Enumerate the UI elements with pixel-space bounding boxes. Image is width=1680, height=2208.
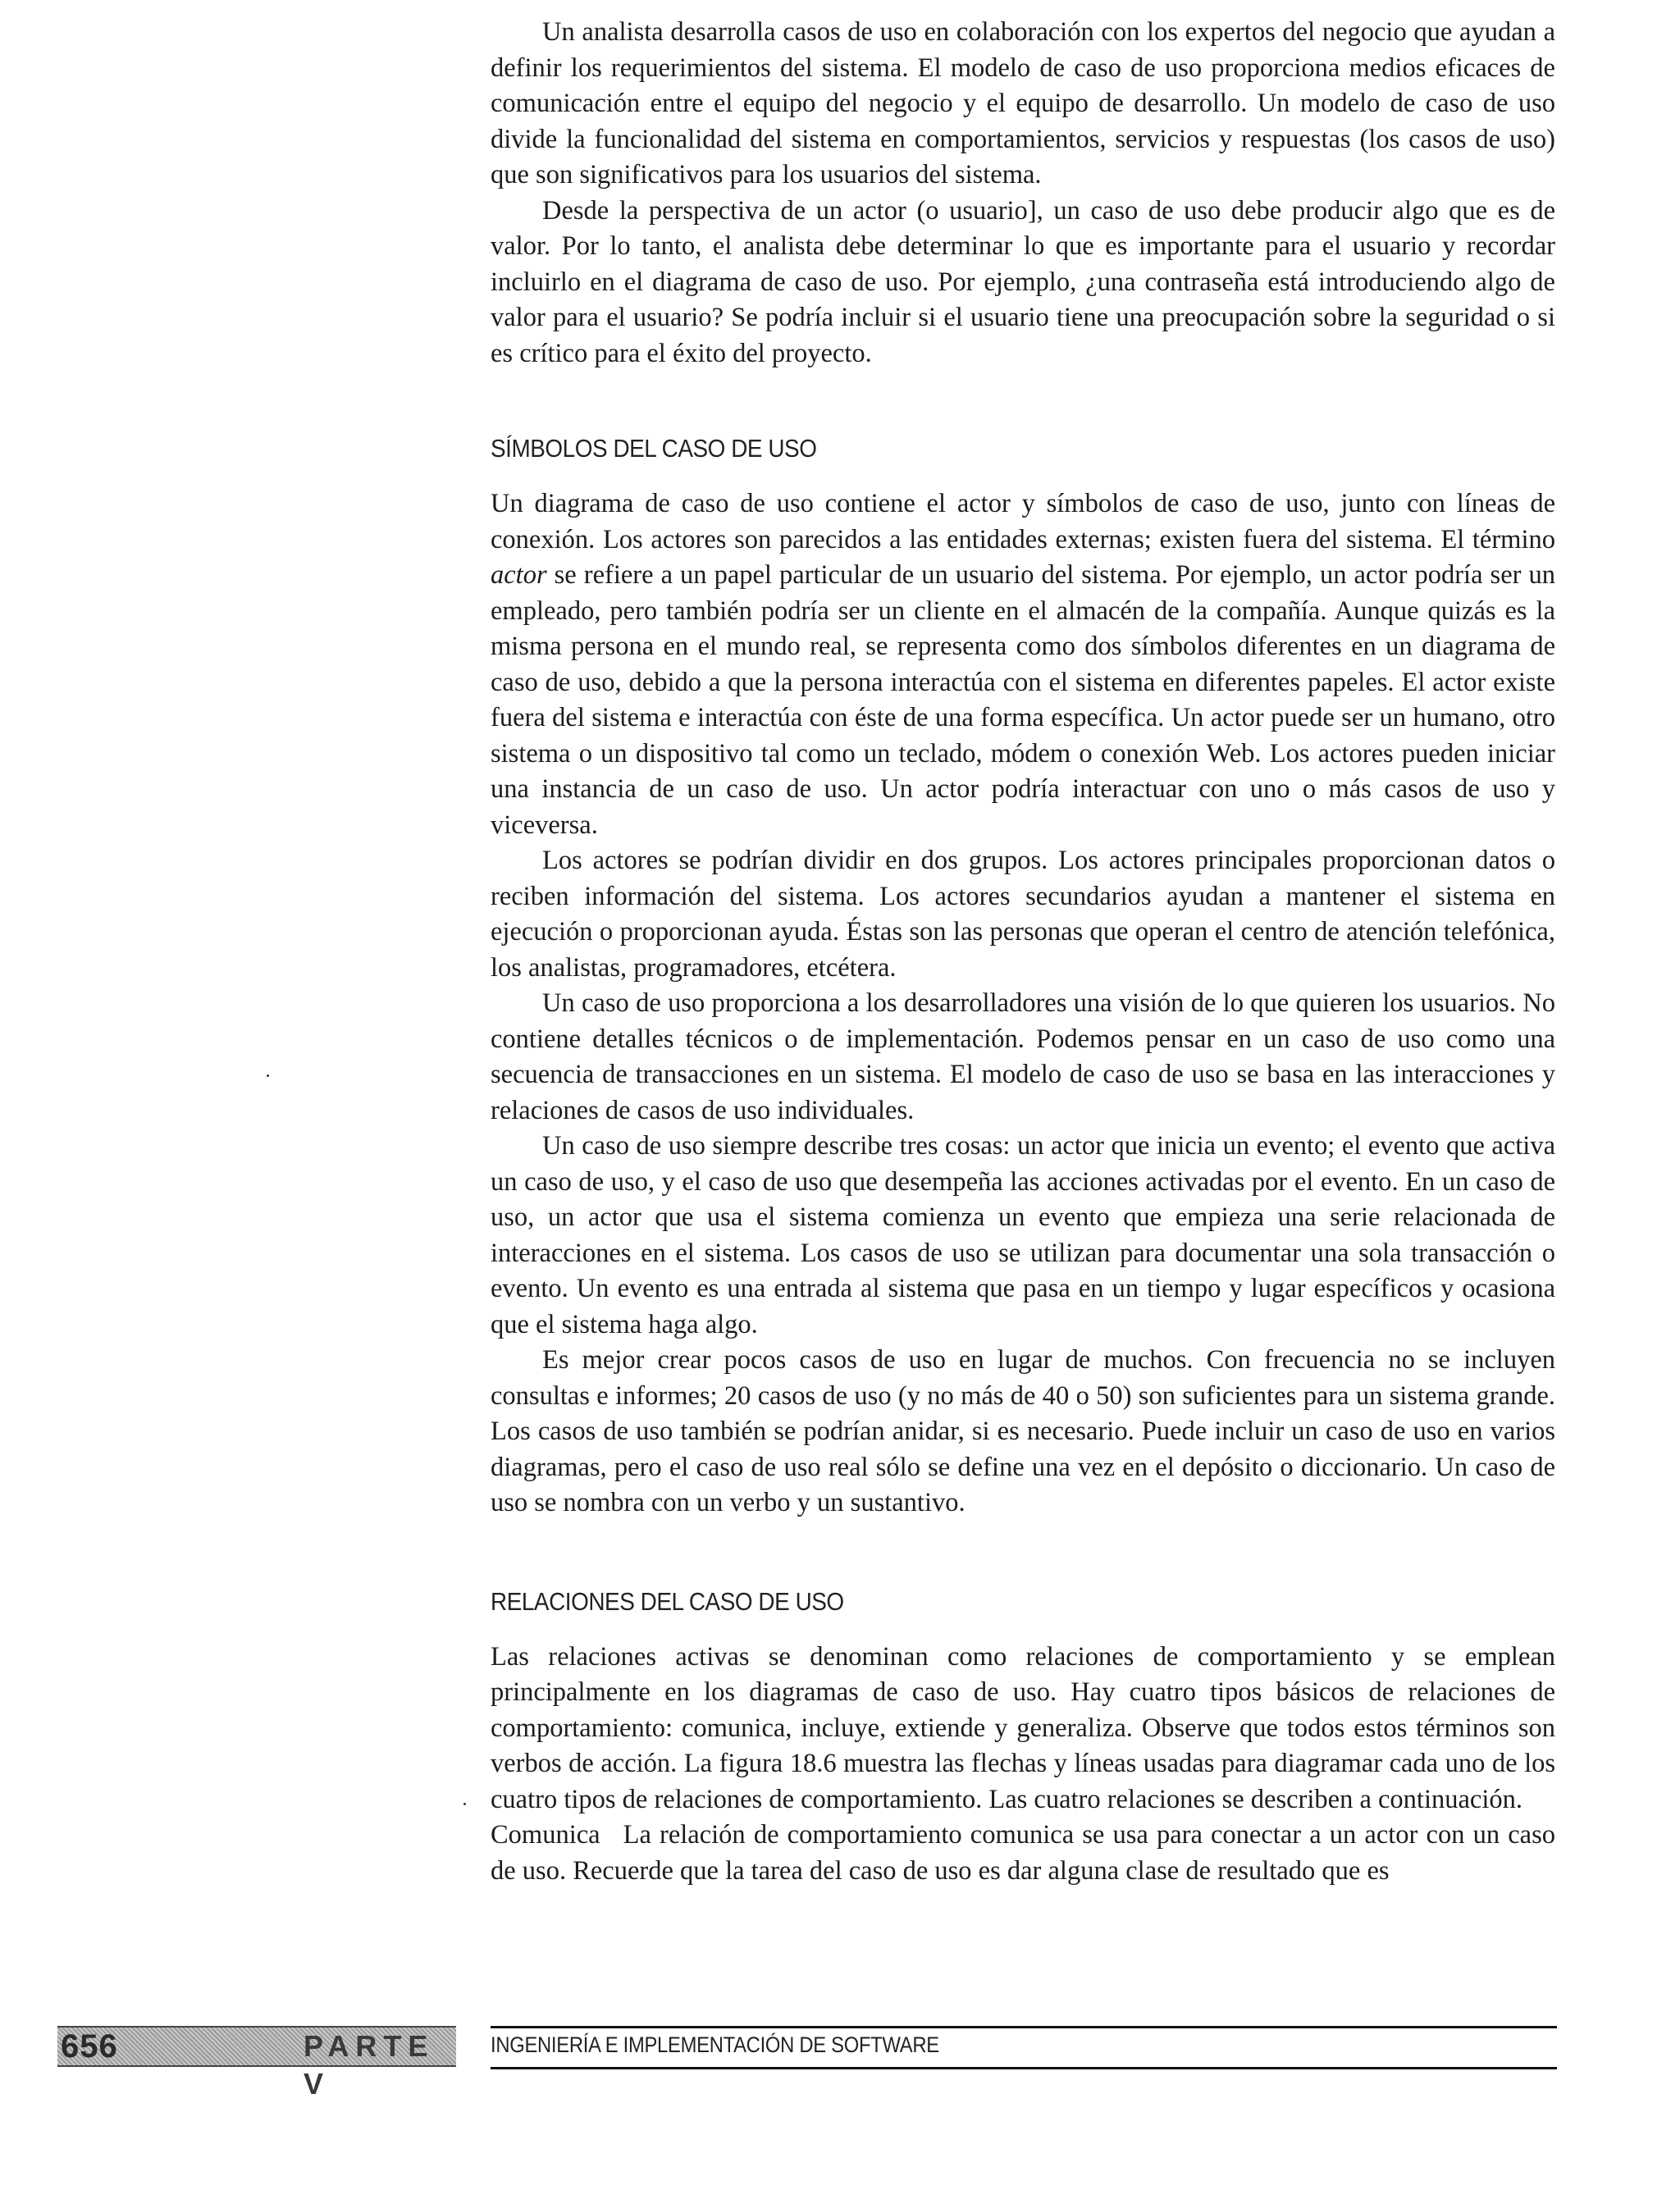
simbolos-paragraph-1 [491,486,1555,843]
page-number: 656 [61,2028,118,2064]
intro-paragraph-2: Desde la perspectiva de un actor (o usuario], un caso de uso debe producir algo que es de valor. Por lo tanto, el analista debe determinar lo que es importante para el usuario y recordar incluirlo en el diagrama de caso de uso. Por ejemplo, ¿una contraseña está introduciendo algo de valor para el usuario? Se podría incluir si el usuario tiene una preocupación sobre la seguridad o si es crítico para el éxito del proyecto. [491,195,1555,368]
intro-paragraph-1: Un analista desarrolla casos de uso en colaboración con los expertos del negocio que ayudan a definir los requerimientos del sistema. El modelo de caso de uso proporciona medios eficaces de comunicación entre el equipo del negocio y el equipo de desarrollo. Un modelo de caso de uso divide la funcionalidad del sistema en comportamientos, servicios y respuestas (los casos de uso) que son significativos para los usuarios del sistema. [491,17,1555,189]
comunica-paragraph [491,1818,1555,1889]
folio-bar [57,2026,456,2101]
simbolos-p1-before: Un diagrama de caso de uso contiene el actor y símbolos de caso de uso, junto con líneas de conexión. Los actores son parecidos a las entidades externas; existen fuera del sistema. El término [491,489,1555,554]
comunica-text: La relación de comportamiento comunica se usa para conectar a un actor con un caso de uso. Recuerde que la tarea del caso de uso es dar alguna clase de resultado que es [491,1820,1555,1886]
stray-mark [463,1803,466,1805]
simbolos-paragraph-4: Un caso de uso siempre describe tres cosas: un actor que inicia un evento; el evento que activa un caso de uso, y el caso de uso que desempeña las acciones activadas por el evento. En un caso de uso, un actor que usa el sistema comienza un evento que empieza una serie relacionada de interacciones en el sistema. Los casos de uso se utilizan para documentar una sola transacción o evento. Un evento es una entrada al sistema que pasa en un tiempo y lugar específicos y ocasiona que el sistema haga algo. [491,1131,1555,1339]
part-label: PARTE V [304,2029,435,2101]
relaciones-paragraph-1: Las relaciones activas se denominan como relaciones de comportamiento y se emplean principalmente en los diagramas de caso de uso. Hay cuatro tipos básicos de relaciones de comportamiento: comunica, incluye, extiende y generaliza. Observe que todos estos términos son verbos de acción. La figura 18.6 muestra las flechas y líneas usadas para diagramar cada uno de los cuatro tipos de relaciones de comportamiento. Las cuatro relaciones se describen a continuación. [491,1641,1555,1814]
comunica-run-in-head: Comunica [491,1820,600,1850]
simbolos-paragraph-2: Los actores se podrían dividir en dos grupos. Los actores principales proporcionan datos o reciben información del sistema. Los actores secundarios ayudan a mantener el sistema en ejecución o proporcionan ayuda. Éstas son las personas que operan el centro de atención telefónica, los analistas, programadores, etcétera. [491,846,1555,983]
section-heading-relaciones: RELACIONES DEL CASO DE USO [491,1586,844,1616]
stray-mark [267,1074,269,1077]
section-heading-simbolos: SÍMBOLOS DEL CASO DE USO [491,434,817,463]
running-title: INGENIERÍA E IMPLEMENTACIÓN DE SOFTWARE [491,2032,939,2057]
simbolos-paragraph-3: Un caso de uso proporciona a los desarrolladores una visión de lo que quieren los usuarios. No contiene detalles técnicos o de implementación. Podemos pensar en un caso de uso como una secuencia de transacciones en un sistema. El modelo de caso de uso se basa en las interacciones y relaciones de casos de uso individuales. [491,988,1555,1125]
term-actor: actor [491,560,547,590]
footer-rule-bottom [491,2067,1557,2069]
footer-rule-top [491,2026,1557,2028]
simbolos-p1-after: se refiere a un papel particular de un usuario del sistema. Por ejemplo, un actor podría ser un empleado, pero también podría ser un cliente en el almacén de la compañía. Aunque quizás es la misma persona en el mundo real, se representa como dos símbolos diferentes en un diagrama de caso de uso, debido a que la persona interactúa con el sistema en diferentes papeles. El actor existe fuera del sistema e interactúa con éste de una forma específica. Un actor puede ser un humano, otro sistema o un dispositivo tal como un teclado, módem o conexión Web. Los actores pueden iniciar una instancia de un caso de uso. Un actor podría interactuar con uno o más casos de uso y viceversa. [491,560,1555,840]
text-column [491,15,1555,1889]
simbolos-paragraph-5: Es mejor crear pocos casos de uso en lugar de muchos. Con frecuencia no se incluyen consultas e informes; 20 casos de uso (y no más de 40 o 50) son suficientes para un sistema grande. Los casos de uso también se podrían anidar, si es necesario. Puede incluir un caso de uso en varios diagramas, pero el caso de uso real sólo se define una vez en el depósito o diccionario. Un caso de uso se nombra con un verbo y un sustantivo. [491,1345,1555,1517]
